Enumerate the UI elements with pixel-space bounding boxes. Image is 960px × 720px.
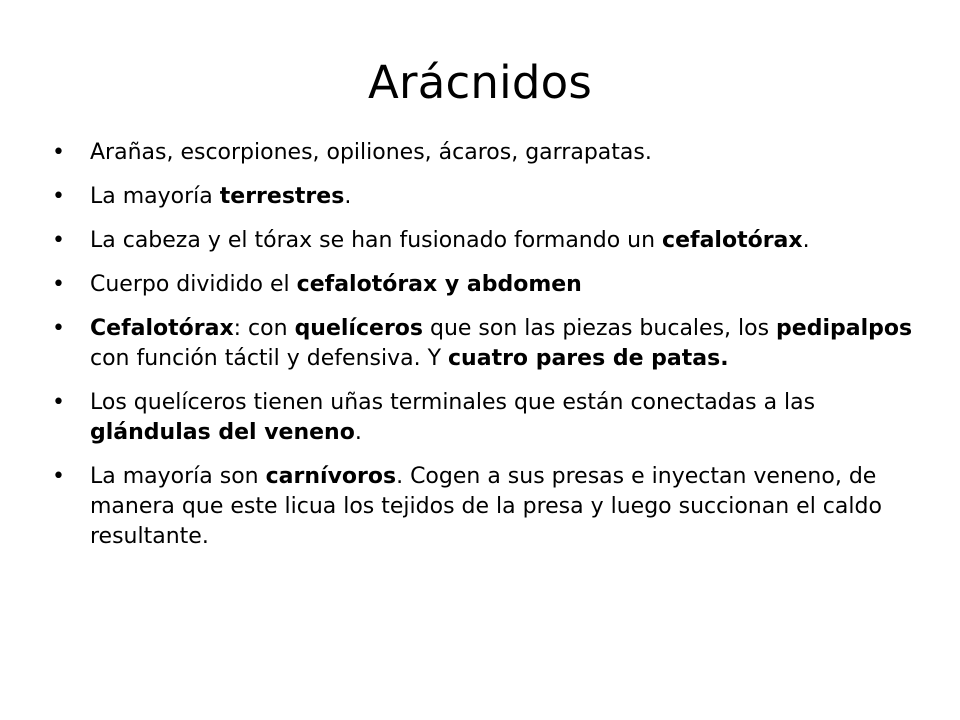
bullet-text: . <box>344 184 352 209</box>
bullet-emphasis: pedipalpos <box>776 316 913 341</box>
bullet-emphasis: carnívoros <box>265 464 397 489</box>
bullet-text: La cabeza y el tórax se han fusionado formando un <box>90 228 663 253</box>
bullet-text: : con <box>233 316 295 341</box>
bullet-text: La mayoría son <box>90 464 266 489</box>
bullet-item <box>48 138 914 168</box>
bullet-text: Los quelíceros tienen uñas terminales que están conectadas a las <box>90 390 816 415</box>
bullet-text: Arañas, escorpiones, opiliones, ácaros, garrapatas. <box>90 140 652 165</box>
bullet-emphasis: Cefalotórax <box>90 316 234 341</box>
bullet-emphasis: terrestres <box>219 184 345 209</box>
bullet-text: La mayoría <box>90 184 220 209</box>
bullet-item <box>48 314 914 374</box>
bullet-list <box>48 138 914 566</box>
bullet-item <box>48 388 914 448</box>
slide-title: Arácnidos <box>368 56 592 109</box>
bullet-text: . <box>802 228 810 253</box>
bullet-text: con función táctil y defensiva. Y <box>90 346 449 371</box>
bullet-item <box>48 270 914 300</box>
bullet-item <box>48 462 914 552</box>
bullet-emphasis: cefalotórax y abdomen <box>296 272 582 297</box>
bullet-emphasis: cefalotórax <box>662 228 803 253</box>
bullet-item <box>48 226 914 256</box>
bullet-emphasis: quelíceros <box>294 316 423 341</box>
bullet-emphasis: glándulas del veneno <box>90 420 355 445</box>
bullet-item <box>48 182 914 212</box>
bullet-text: Cuerpo dividido el <box>90 272 297 297</box>
bullet-text: que son las piezas bucales, los <box>423 316 777 341</box>
bullet-emphasis: cuatro pares de patas. <box>448 346 729 371</box>
bullet-text: . <box>354 420 362 445</box>
bullet-text: . Cogen a sus presas e inyectan veneno, de manera que este licua los tejidos de la presa y luego succionan el caldo resultante. <box>90 464 882 549</box>
